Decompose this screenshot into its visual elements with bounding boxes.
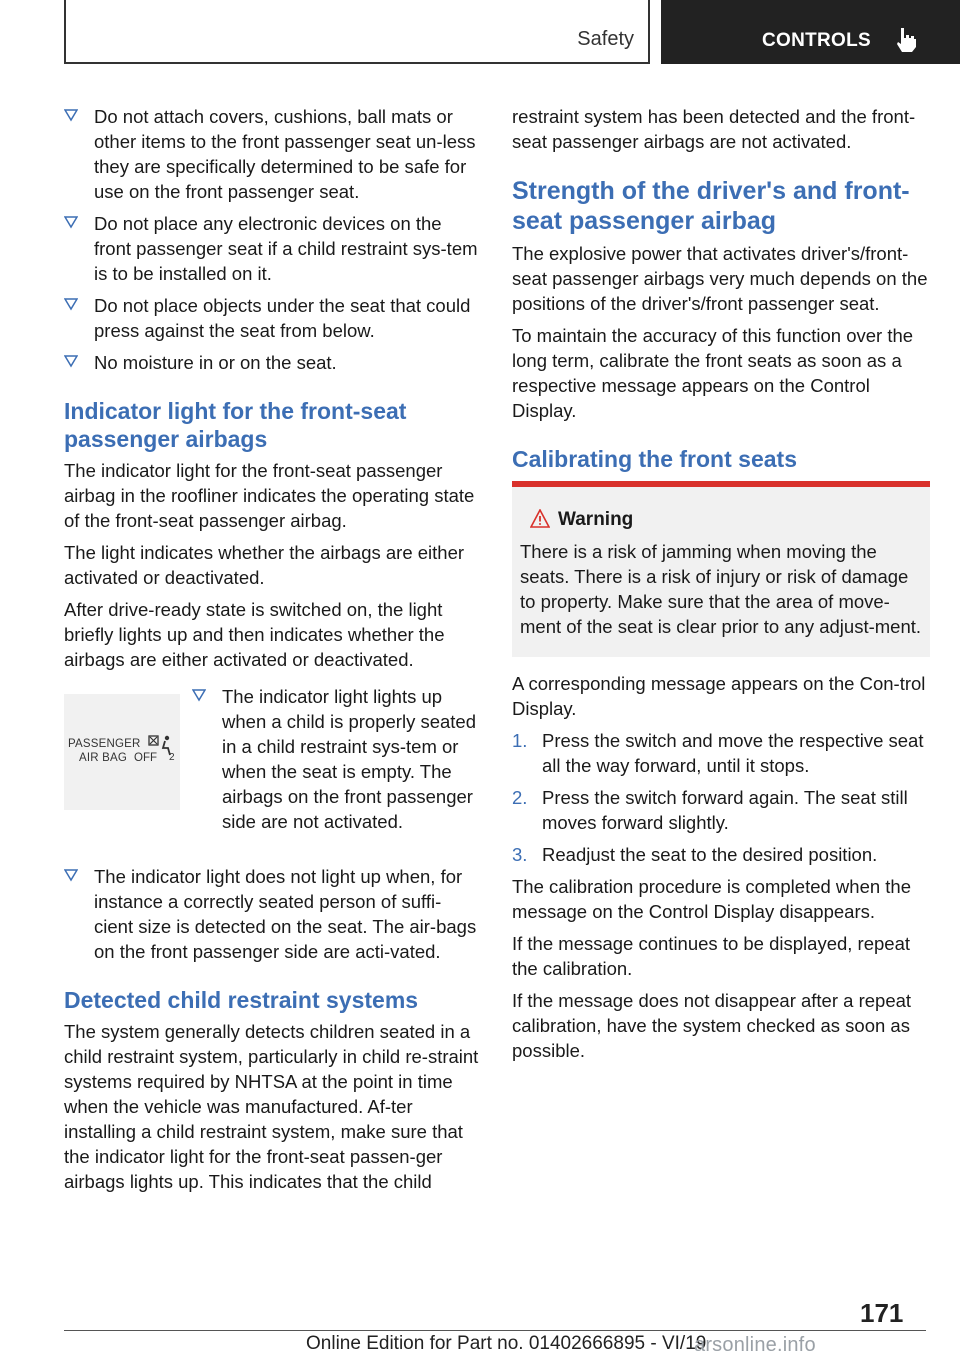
step-number: 1. (512, 730, 528, 751)
triangle-bullet-icon (64, 354, 78, 368)
list-item: The indicator light lights up when a child is properly seated in a child restraint sys-tem or when the seat is empty. The airbags on the front passenger side are not activated. (192, 684, 482, 834)
indicator-list-continued (64, 864, 480, 964)
paragraph: A corresponding message appears on the Con-trol Display. (512, 673, 926, 719)
triangle-bullet-icon (64, 868, 78, 882)
list-item: Do not attach covers, cushions, ball mats or other items to the front passenger seat un-less they are specifically determined to be safe for use on the front passenger seat. (64, 104, 480, 204)
section-heading-calibrating: Calibrating the front seats (512, 446, 797, 472)
triangle-bullet-icon (64, 297, 78, 311)
step-number: 2. (512, 787, 528, 808)
indicator-text-line3: OFF (134, 752, 157, 764)
list-item: No moisture in or on the seat. (64, 350, 480, 375)
footer-edition: Online Edition for Part no. 01402666895 - VI/19 (306, 1333, 707, 1354)
footer-watermark: arsonline.info (694, 1334, 816, 1356)
paragraph: The explosive power that activates driver's/front-seat passenger airbags very much depends on the positions of the driver's/front passenger seat. (512, 243, 928, 314)
header-section-label: Safety (577, 28, 634, 50)
airbag-seat-symbol-icon (148, 734, 176, 762)
indicator-list (192, 684, 482, 841)
precaution-list (64, 104, 480, 375)
list-item: 1. Press the switch and move the respective seat all the way forward, until it stops. (512, 730, 924, 776)
section-heading-indicator-light: Indicator light for the front-seat passenger airbags (64, 398, 407, 452)
warning-title: Warning (520, 507, 922, 533)
list-item: 3. Readjust the seat to the desired position. (512, 844, 878, 865)
header-chapter-tab (661, 0, 960, 64)
warning-text: There is a risk of jamming when moving the seats. There is a risk of injury or risk of damage to property. Make sure that the area of move-ment of the seat is clear prior to any adjust-ment. (520, 541, 922, 637)
paragraph: The system generally detects children seated in a child restraint system, particularly in child re-straint systems required by NHTSA at the point in time when the vehicle was manufactured. Af-ter installing a child restraint system, make sure that the indicator light for the front-seat passen-ger airbags lights up. This indicates that the child (64, 1021, 479, 1192)
paragraph: The indicator light for the front-seat passenger airbag in the roofliner indicates the operating state of the front-seat passenger airbag. (64, 460, 475, 531)
list-item: 2. Press the switch forward again. The seat still moves forward slightly. (512, 787, 908, 833)
footer-divider (64, 1330, 926, 1331)
step-number: 3. (512, 844, 528, 865)
paragraph: If the message continues to be displayed, repeat the calibration. (512, 933, 911, 979)
paragraph: The light indicates whether the airbags are either activated or deactivated. (64, 542, 465, 588)
indicator-text-line1: PASSENGER (68, 738, 141, 750)
triangle-bullet-icon (192, 688, 206, 702)
left-column (64, 104, 480, 1201)
right-column (512, 104, 930, 1070)
header-chapter-label: CONTROLS (762, 30, 872, 51)
warning-triangle-icon (530, 509, 550, 528)
list-item: The indicator light does not light up when, for instance a correctly seated person of suffi-cient size is detected on the seat. The air-bags on the front passenger side are acti-vated. (64, 864, 480, 964)
indicator-figure-row (64, 684, 480, 864)
passenger-airbag-off-indicator-image (64, 694, 180, 810)
section-heading-airbag-strength: Strength of the driver's and front-seat passenger airbag (512, 177, 910, 235)
indicator-text-line2: AIR BAG (79, 752, 128, 764)
paragraph: After drive-ready state is switched on, the light briefly lights up and then indicates whether the airbags are either activated or deactivated. (64, 599, 445, 670)
calibration-steps (512, 728, 930, 867)
triangle-bullet-icon (64, 215, 78, 229)
page-header (0, 0, 960, 66)
paragraph: If the message does not disappear after a repeat calibration, have the system checked as soon as possible. (512, 990, 912, 1061)
paragraph-continued: restraint system has been detected and the front-seat passenger airbags are not activated. (512, 106, 916, 152)
page-number: 171 (860, 1298, 904, 1328)
paragraph: To maintain the accuracy of this function over the long term, calibrate the front seats as soon as a respective message appears on the Control Display. (512, 325, 914, 421)
triangle-bullet-icon (64, 108, 78, 122)
list-item: Do not place any electronic devices on the front passenger seat if a child restraint sys-tem is to be installed on it. (64, 211, 480, 286)
pointing-hand-icon (893, 26, 919, 54)
svg-text:2: 2 (169, 752, 175, 762)
warning-box (512, 481, 930, 657)
list-item: Do not place objects under the seat that could press against the seat from below. (64, 293, 480, 343)
paragraph: The calibration procedure is completed when the message on the Control Display disappears. (512, 876, 912, 922)
header-section-tab (64, 0, 650, 64)
section-heading-child-restraint: Detected child restraint systems (64, 987, 419, 1013)
